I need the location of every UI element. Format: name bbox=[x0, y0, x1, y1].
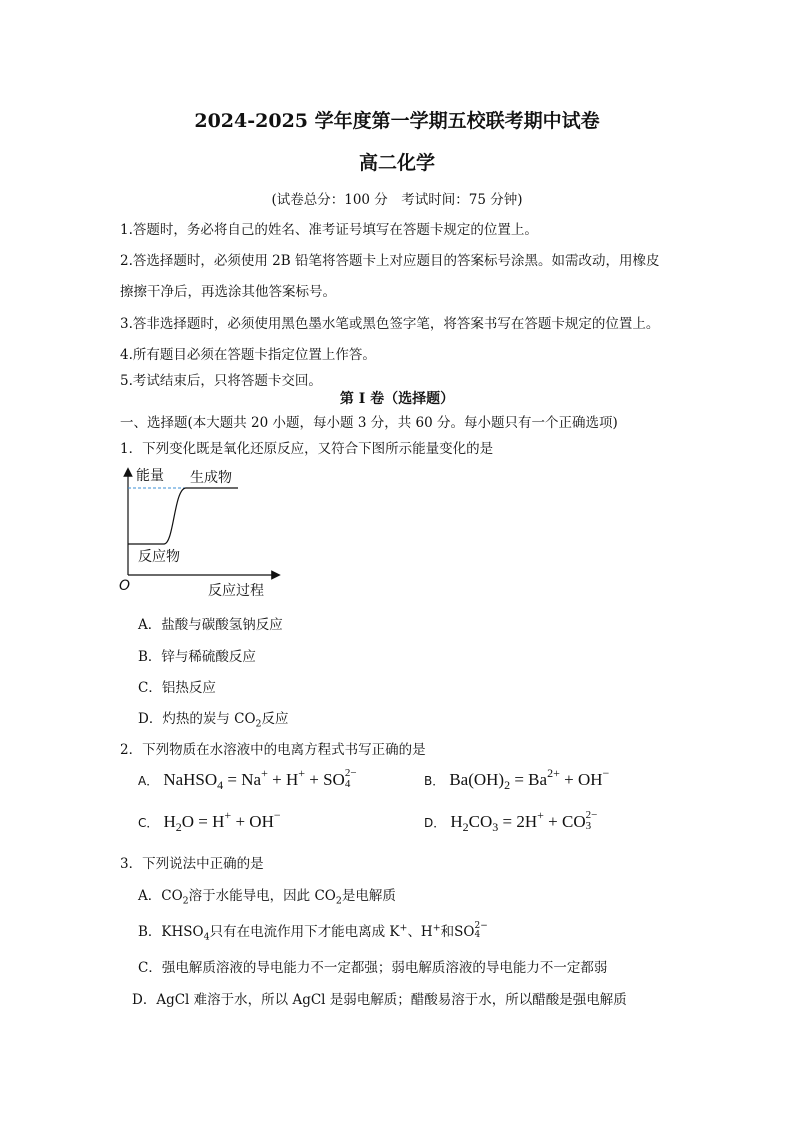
q3-stem: 3．下列说法中正确的是 bbox=[120, 856, 264, 872]
instruction-2-cont: 擦擦干净后，再选涂其他答案标号。 bbox=[120, 284, 336, 300]
q3-option-d: D．AgCl 难溶于水，所以 AgCl 是弱电解质；醋酸易溶于水，所以醋酸是强电解质 bbox=[132, 992, 627, 1008]
instruction-5: 5.考试结束后，只将答题卡交回。 bbox=[120, 373, 322, 389]
x-axis-label: 反应过程 bbox=[208, 583, 264, 599]
exam-info: (试卷总分：100 分 考试时间：75 分钟) bbox=[271, 192, 523, 208]
q1-option-b: B．锌与稀硫酸反应 bbox=[138, 649, 256, 665]
y-axis-label: 能量 bbox=[136, 468, 164, 484]
q3-option-c: C．强电解质溶液的导电能力不一定都强；弱电解质溶液的导电能力不一定都弱 bbox=[138, 960, 608, 976]
q3-option-b: B．$KHSO_4$只有在电流作用下才能电离成 K+、H+和SO 2− 4 bbox=[138, 920, 488, 943]
q1-option-c: C．铝热反应 bbox=[138, 680, 216, 696]
instruction-3: 3.答非选择题时，必须使用黑色墨水笔或黑色签字笔，将答案书写在答题卡规定的位置上。 bbox=[120, 316, 660, 332]
q2-option-c: C． $H_2O = H^+ + OH^-$ bbox=[138, 808, 281, 834]
q2-option-d: D． $H_2CO_3 = 2H^+$ + CO 2− 3 bbox=[424, 808, 598, 834]
exam-title: 2024-2025 学年度第一学期五校联考期中试卷 bbox=[194, 110, 600, 132]
energy-curve bbox=[128, 488, 238, 544]
reactant-label: 反应物 bbox=[138, 549, 180, 565]
energy-diagram bbox=[110, 460, 290, 600]
origin-label: O bbox=[119, 578, 131, 594]
q1-option-d: D．灼热的炭与 $CO_2$反应 bbox=[138, 711, 289, 730]
section-intro: 一、选择题(本大题共 20 小题，每小题 3 分，共 60 分。每小题只有一个正确选项) bbox=[120, 415, 618, 431]
q2-option-b: B． $Ba(OH)_2 = Ba^{2+} + OH^-$ bbox=[424, 766, 610, 792]
product-label: 生成物 bbox=[190, 470, 232, 486]
subject-title: 高二化学 bbox=[358, 152, 435, 174]
instruction-4: 4.所有题目必须在答题卡指定位置上作答。 bbox=[120, 347, 376, 363]
section-title: 第 I 卷（选择题） bbox=[339, 391, 455, 407]
q1-option-a: A．盐酸与碳酸氢钠反应 bbox=[138, 617, 283, 633]
q1-stem: 1．下列变化既是氧化还原反应，又符合下图所示能量变化的是 bbox=[120, 441, 494, 457]
q3-option-a: A．$CO_2$溶于水能导电，因此 $CO_2$是电解质 bbox=[138, 888, 396, 907]
instruction-2: 2.答选择题时，必须使用 2B 铅笔将答题卡上对应题目的答案标号涂黑。如需改动，用橡皮 bbox=[120, 253, 660, 269]
q2-option-a: A． NaHSO$_4$ = Na+ + H+ + SO 2− 4 bbox=[138, 766, 357, 792]
instruction-1: 1.答题时，务必将自己的姓名、准考证号填写在答题卡规定的位置上。 bbox=[120, 222, 538, 238]
q2-stem: 2．下列物质在水溶液中的电离方程式书写正确的是 bbox=[120, 742, 426, 758]
